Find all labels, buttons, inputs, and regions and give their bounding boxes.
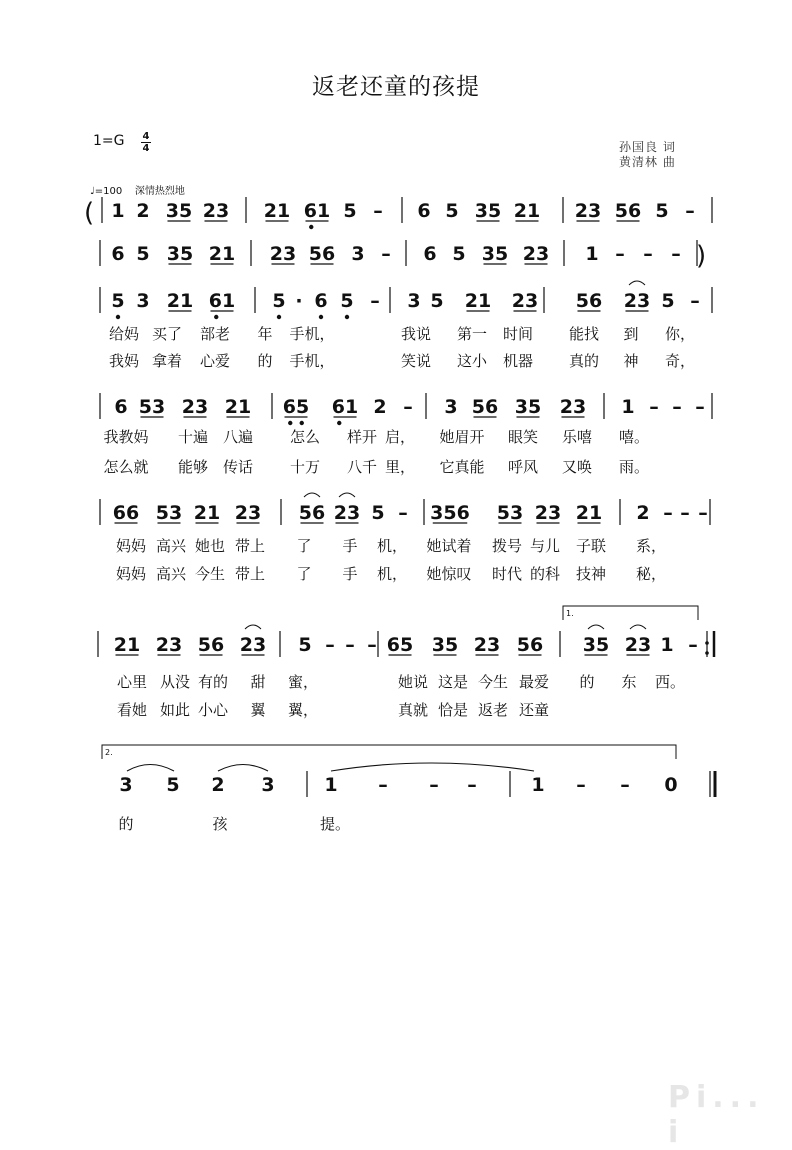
note: 21: [464, 290, 492, 312]
lyric-syllable: 里，: [384, 458, 416, 476]
lyric-syllable: 真就: [397, 701, 429, 719]
note: 6: [314, 290, 328, 312]
volta-1-bracket: [563, 606, 698, 620]
slur: [304, 493, 320, 497]
octave-dot: [345, 315, 349, 319]
lyric-syllable: 秘，: [635, 565, 667, 583]
slur: [339, 493, 355, 497]
note: 1: [531, 774, 545, 796]
lyric-syllable: 第一: [456, 325, 488, 343]
note: 5: [166, 774, 180, 796]
lyric-syllable: 看她: [116, 701, 148, 719]
lyric-syllable: 怎么: [289, 428, 321, 446]
note: 35: [582, 634, 610, 656]
note: –: [671, 243, 681, 265]
lyric-syllable: 妈妈: [115, 537, 147, 555]
lyric-syllable: 带上: [234, 537, 266, 555]
note: 3: [261, 774, 275, 796]
lyric-syllable: 的科: [529, 565, 561, 583]
tie: [218, 765, 268, 772]
lyric-syllable: 样开: [346, 428, 378, 446]
time-signature-bottom: 4: [142, 143, 150, 154]
lyric-syllable: 高兴: [155, 565, 187, 583]
note: 35: [165, 200, 193, 222]
note: 23: [624, 634, 652, 656]
note: 3: [136, 290, 150, 312]
lyric-syllable: 她试着: [426, 537, 472, 555]
note: 23: [202, 200, 230, 222]
note: 3: [407, 290, 421, 312]
note: –: [680, 502, 690, 524]
lyric-syllable: 她说: [397, 673, 429, 691]
repeat-dot: [705, 641, 709, 645]
note: –: [345, 634, 355, 656]
note: ·: [295, 290, 303, 312]
note: 1: [585, 243, 599, 265]
lyric-syllable: 技神: [575, 565, 607, 583]
note: 23: [269, 243, 297, 265]
lyric-syllable: 能找: [568, 325, 600, 343]
lyric-syllable: 时间: [502, 325, 534, 343]
note: 5: [661, 290, 675, 312]
note: 1: [621, 396, 635, 418]
lyric-syllable: 手机，: [289, 352, 335, 370]
note: 35: [166, 243, 194, 265]
note: 21: [513, 200, 541, 222]
composer-credit: 黄清林 曲: [619, 155, 676, 169]
note: 5: [136, 243, 150, 265]
lyric-syllable: 最爱: [518, 673, 550, 691]
lyric-syllable: 返老: [477, 701, 509, 719]
note: 35: [481, 243, 509, 265]
lyric-syllable: 买了: [151, 325, 183, 343]
note: 3: [119, 774, 133, 796]
tie: [127, 765, 174, 772]
lyric-syllable: 我教妈: [103, 428, 149, 446]
lyric-syllable: 它真能: [439, 458, 485, 476]
lyric-syllable: 提。: [319, 815, 351, 833]
note: 23: [623, 290, 651, 312]
note: 6: [417, 200, 431, 222]
note: 23: [574, 200, 602, 222]
note: 23: [511, 290, 539, 312]
lyric-syllable: 西。: [654, 673, 686, 691]
note: 3: [444, 396, 458, 418]
lyric-syllable: 神: [623, 352, 639, 370]
note: 23: [559, 396, 587, 418]
note: 61: [208, 290, 236, 312]
key-signature: 1=G: [93, 133, 125, 149]
note: 65: [386, 634, 414, 656]
lyric-syllable: 她也: [194, 537, 226, 555]
lyric-syllable: 乐嘻: [561, 428, 593, 446]
note: 23: [239, 634, 267, 656]
note: 65: [282, 396, 310, 418]
note: 23: [155, 634, 183, 656]
note: 5: [452, 243, 466, 265]
intro-open-paren: (: [84, 198, 95, 228]
lyric-syllable: 她惊叹: [426, 565, 472, 583]
lyric-syllable: 如此: [159, 701, 191, 719]
note: 56: [516, 634, 544, 656]
note: 61: [331, 396, 359, 418]
note: 5: [272, 290, 286, 312]
note: 21: [166, 290, 194, 312]
note: 5: [298, 634, 312, 656]
lyric-syllable: 部老: [199, 325, 231, 343]
lyric-syllable: 妈妈: [115, 565, 147, 583]
intro-close-paren: ): [696, 241, 707, 271]
note: 56: [614, 200, 642, 222]
lyric-syllable: 我说: [400, 325, 432, 343]
note: –: [325, 634, 335, 656]
tie: [331, 763, 534, 771]
note: –: [649, 396, 659, 418]
note: 2: [636, 502, 650, 524]
note: 23: [234, 502, 262, 524]
slur: [588, 625, 604, 629]
volta-1-label: 1.: [566, 609, 574, 618]
slur: [245, 625, 261, 629]
lyric-syllable: 翼: [250, 701, 266, 719]
note: 5: [340, 290, 354, 312]
note: –: [467, 774, 477, 796]
note: –: [698, 502, 708, 524]
note: –: [688, 634, 698, 656]
lyric-syllable: 孩: [212, 815, 228, 833]
lyric-syllable: 系，: [635, 537, 667, 555]
note: –: [695, 396, 705, 418]
note: –: [367, 634, 377, 656]
lyric-syllable: 今生: [194, 565, 226, 583]
note: –: [381, 243, 391, 265]
note: –: [398, 502, 408, 524]
lyric-syllable: 从没: [159, 673, 191, 691]
lyric-syllable: 手: [342, 565, 358, 583]
note: 56: [298, 502, 326, 524]
song-title: 返老还童的孩提: [312, 74, 480, 100]
lyric-syllable: 能够: [177, 458, 209, 476]
note: –: [576, 774, 586, 796]
note: 2: [211, 774, 225, 796]
octave-dot: [277, 315, 281, 319]
volta-2-bracket: [102, 745, 676, 759]
lyric-syllable: 我妈: [108, 352, 140, 370]
note: 56: [197, 634, 225, 656]
lyric-syllable: 奇，: [664, 352, 696, 370]
note: 23: [473, 634, 501, 656]
lyric-syllable: 机，: [376, 565, 408, 583]
lyric-syllable: 还童: [518, 701, 550, 719]
lyric-syllable: 又唤: [561, 458, 593, 476]
lyric-syllable: 真的: [568, 352, 600, 370]
note: 5: [343, 200, 357, 222]
lyric-syllable: 与儿: [529, 537, 561, 555]
note: –: [620, 774, 630, 796]
expression-mark: 深情热烈地: [134, 186, 185, 197]
note: 23: [534, 502, 562, 524]
note: –: [429, 774, 439, 796]
watermark-logo: Pi... i: [668, 1080, 765, 1150]
lyric-syllable: 这小: [456, 352, 488, 370]
note: –: [373, 200, 383, 222]
note: 66: [112, 502, 140, 524]
note: 23: [522, 243, 550, 265]
octave-dot: [214, 315, 218, 319]
lyric-syllable: 启，: [384, 428, 416, 446]
tempo-value: ♩=100: [90, 186, 123, 197]
octave-dot: [116, 315, 120, 319]
note: 356: [430, 502, 470, 524]
lyric-syllable: 小心: [197, 701, 229, 719]
note: 5: [430, 290, 444, 312]
lyric-syllable: 呼风: [507, 458, 539, 476]
note: 21: [208, 243, 236, 265]
note: 6: [423, 243, 437, 265]
lyric-syllable: 手机，: [289, 325, 335, 343]
note: 6: [114, 396, 128, 418]
lyric-syllable: 高兴: [155, 537, 187, 555]
note: 6: [111, 243, 125, 265]
lyric-syllable: 翼，: [287, 701, 319, 719]
note: 1: [111, 200, 125, 222]
lyric-syllable: 手: [342, 537, 358, 555]
volta-2-label: 2.: [105, 748, 113, 757]
note: 5: [655, 200, 669, 222]
lyric-syllable: 十遍: [177, 428, 209, 446]
lyric-syllable: 了: [296, 565, 312, 583]
lyric-syllable: 她眉开: [439, 428, 485, 446]
note: –: [643, 243, 653, 265]
note: 56: [471, 396, 499, 418]
lyric-syllable: 甜: [250, 673, 266, 691]
lyric-syllable: 笑说: [400, 352, 432, 370]
octave-dot: [337, 421, 341, 425]
note: –: [663, 502, 673, 524]
lyric-syllable: 恰是: [437, 701, 469, 719]
lyric-syllable: 怎么就: [103, 458, 149, 476]
note: 2: [373, 396, 387, 418]
note: 21: [263, 200, 291, 222]
octave-dot: [309, 225, 313, 229]
note: 3: [351, 243, 365, 265]
note: 35: [474, 200, 502, 222]
lyric-syllable: 蜜，: [287, 673, 319, 691]
lyric-syllable: 到: [623, 325, 639, 343]
note: 53: [496, 502, 524, 524]
lyric-syllable: 雨。: [618, 458, 650, 476]
note: 61: [303, 200, 331, 222]
lyric-syllable: 了: [296, 537, 312, 555]
note: –: [672, 396, 682, 418]
lyric-syllable: 机，: [376, 537, 408, 555]
note: 56: [308, 243, 336, 265]
note: –: [370, 290, 380, 312]
lyric-syllable: 有的: [197, 673, 229, 691]
note: 21: [193, 502, 221, 524]
note: 35: [431, 634, 459, 656]
slur: [630, 625, 646, 629]
note: 1: [324, 774, 338, 796]
note: 5: [371, 502, 385, 524]
lyric-syllable: 机器: [502, 352, 534, 370]
note: 35: [514, 396, 542, 418]
repeat-dot: [705, 651, 709, 655]
octave-dot: [319, 315, 323, 319]
lyric-syllable: 拨号: [491, 537, 523, 555]
note: –: [690, 290, 700, 312]
note: 53: [155, 502, 183, 524]
lyric-syllable: 的: [118, 815, 134, 833]
lyric-syllable: 子联: [575, 537, 607, 555]
time-signature-top: 4: [142, 131, 150, 142]
lyric-syllable: 的: [257, 352, 273, 370]
note: 53: [138, 396, 166, 418]
note: 21: [224, 396, 252, 418]
note: 23: [181, 396, 209, 418]
lyric-syllable: 十万: [289, 458, 321, 476]
note: 23: [333, 502, 361, 524]
lyric-syllable: 拿着: [151, 352, 183, 370]
note: 1: [660, 634, 674, 656]
lyric-syllable: 给妈: [108, 325, 140, 343]
lyric-syllable: 这是: [437, 673, 469, 691]
lyric-syllable: 传话: [222, 458, 254, 476]
lyric-syllable: 嘻。: [618, 428, 650, 446]
lyric-syllable: 带上: [234, 565, 266, 583]
note: 5: [445, 200, 459, 222]
lyric-syllable: 心里: [116, 673, 148, 691]
lyric-syllable: 你，: [664, 325, 696, 343]
lyric-syllable: 今生: [477, 673, 509, 691]
lyric-syllable: 时代: [491, 565, 523, 583]
note: –: [403, 396, 413, 418]
lyricist-credit: 孙国良 词: [619, 140, 676, 154]
note: 2: [136, 200, 150, 222]
lyric-syllable: 东: [621, 673, 637, 691]
note: 21: [575, 502, 603, 524]
lyric-syllable: 的: [579, 673, 595, 691]
octave-dot: [288, 421, 292, 425]
octave-dot: [300, 421, 304, 425]
note: –: [685, 200, 695, 222]
lyric-syllable: 心爱: [199, 352, 231, 370]
slur: [629, 281, 645, 285]
lyric-syllable: 八千: [346, 458, 378, 476]
note: 56: [575, 290, 603, 312]
lyric-syllable: 年: [257, 325, 273, 343]
note: 0: [664, 774, 678, 796]
note: –: [378, 774, 388, 796]
lyric-syllable: 眼笑: [507, 428, 539, 446]
note: –: [615, 243, 625, 265]
note: 5: [111, 290, 125, 312]
note: 21: [113, 634, 141, 656]
lyric-syllable: 八遍: [222, 428, 254, 446]
